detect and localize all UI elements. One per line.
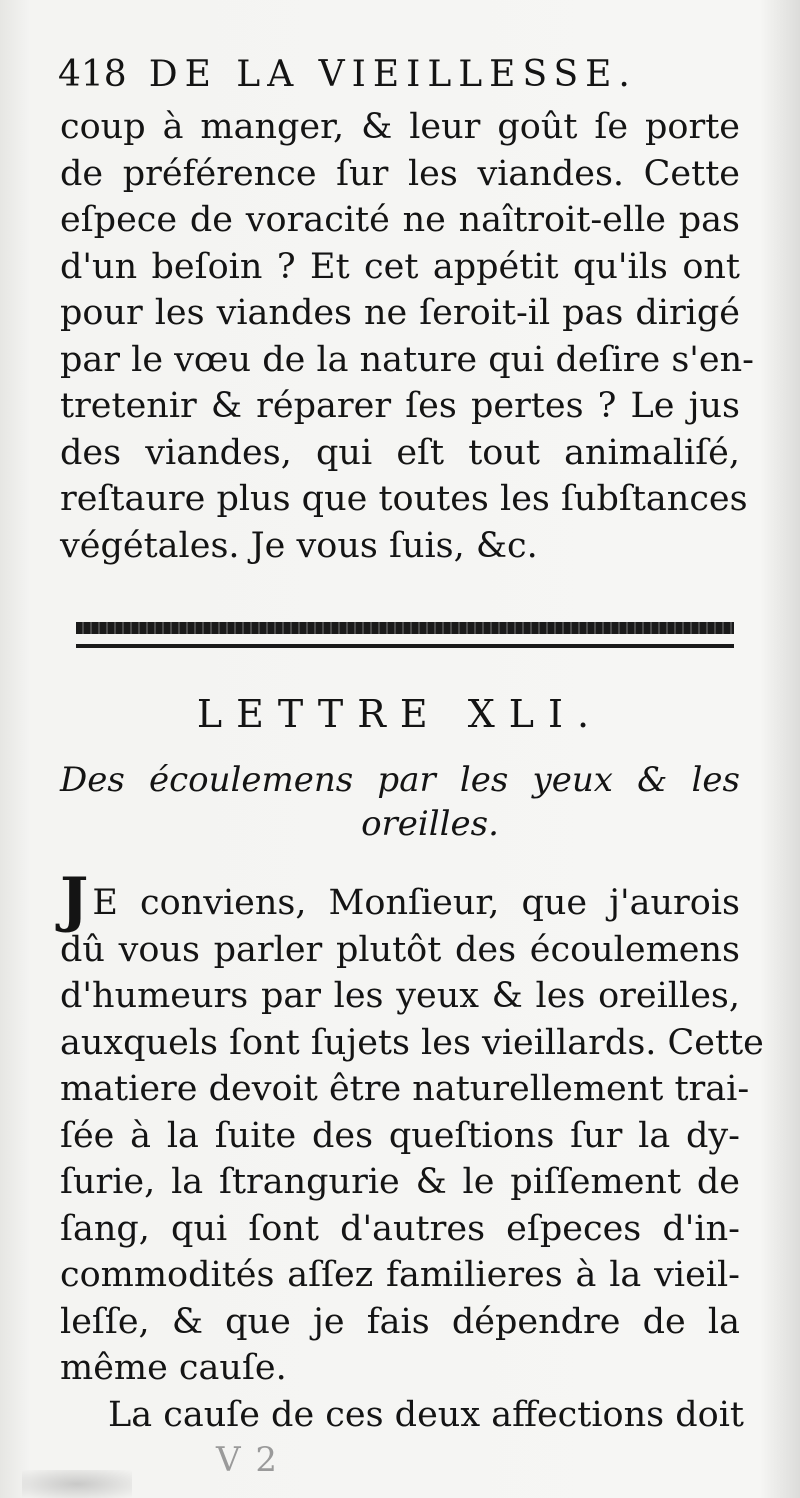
subject-line: oreilles. [361, 804, 499, 844]
letter-body [60, 865, 764, 1438]
text-line: par le vœu de la nature qui deſire s'en- [60, 339, 754, 380]
text-line: dû vous parler plutôt des écoulemens [60, 929, 740, 970]
text-line: commodités aſſez familieres à la vieil- [60, 1255, 740, 1295]
text-line: végétales. Je vous ſuis, &c. [60, 525, 538, 566]
text-line: La cauſe de ces deux affections doit [108, 1394, 744, 1435]
text-line: même cauſe. [60, 1348, 287, 1388]
text-line: auxquels ſont ſujets les vieillards. Cette [60, 1022, 764, 1063]
subject-line: Des écoulemens par les yeux & les [60, 760, 740, 800]
text-line: reſtaure plus que toutes les ſubſtances [60, 479, 748, 519]
letter-subject [60, 758, 740, 846]
text-line: matiere devoit être naturellement trai- [60, 1069, 750, 1109]
text-line: pour les viandes ne ſeroit-il pas dirigé [60, 293, 740, 333]
continued-paragraph [60, 104, 754, 569]
section-divider-ornament [76, 622, 734, 634]
text-line: tretenir & réparer ſes pertes ? Le jus [60, 386, 740, 426]
opening-line [60, 865, 740, 935]
text-line: de préférence ſur les viandes. Cette [60, 153, 740, 194]
drop-cap: J [60, 865, 89, 935]
text-line: d'un beſoin ? Et cet appétit qu'ils ont [60, 246, 740, 287]
text-line: leſſe, & que je fais dépendre de la [60, 1301, 740, 1342]
opening-line-text: E conviens, Monſieur, que j'aurois [92, 883, 740, 923]
text-line: d'humeurs par les yeux & les oreilles, [60, 976, 740, 1016]
text-line: coup à manger, & leur goût ſe porte [60, 107, 740, 147]
text-line: eſpece de voracité ne naîtroit-elle pas [60, 200, 740, 240]
section-divider-rule [76, 644, 734, 648]
page-number: 418 [58, 54, 127, 95]
letter-heading: LETTRE XLI. [196, 692, 604, 736]
text-line: ſang, qui ſont d'autres eſpeces d'in- [60, 1208, 740, 1249]
signature-mark: V 2 [216, 1440, 279, 1480]
text-line: ſée à la ſuite des queſtions ſur la dy- [60, 1115, 740, 1156]
running-head [58, 54, 738, 106]
running-title: DE LA VIEILLESSE. [148, 54, 637, 95]
page-stain [22, 1470, 132, 1498]
text-line: des viandes, qui eſt tout animaliſé, [60, 432, 740, 473]
text-line: ſurie, la ſtrangurie & le piſſement de [60, 1162, 740, 1202]
